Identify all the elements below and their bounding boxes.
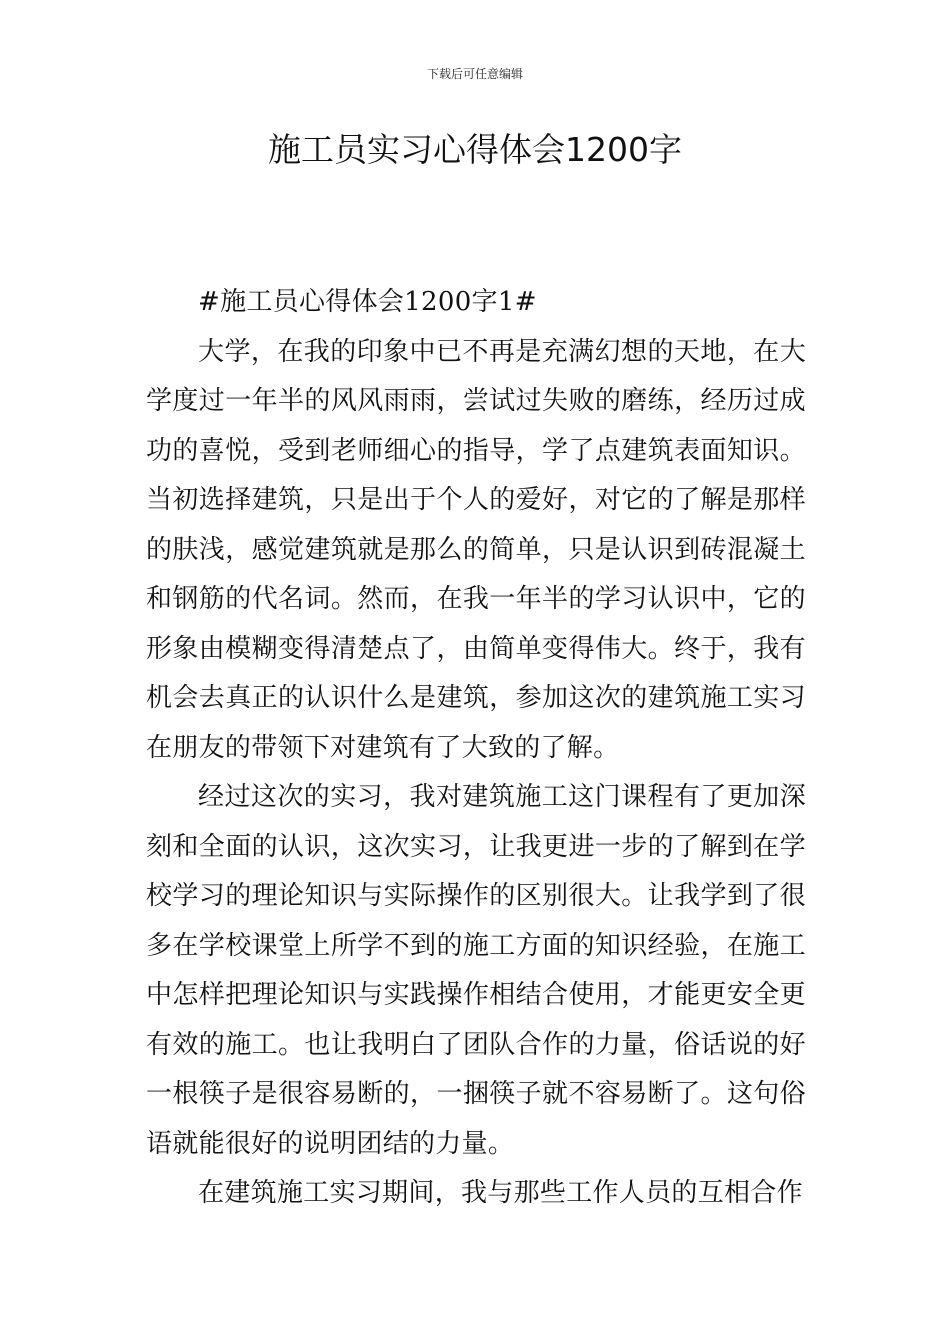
document-title: 施工员实习心得体会1200字 [268,130,682,169]
header-note: 下载后可任意编辑 [426,67,523,81]
document-body [146,278,806,1219]
paragraph: 经过这次的实习，我对建筑施工这门课程有了更加深刻和全面的认识，这次实习，让我更进一步的了解到在学校学习的理论知识与实际操作的区别很大。让我学到了很多在学校课堂上所学不到的施工方面的知识经验，在施工中怎样把理论知识与实践操作相结合使用，才能更安全更有效的施工。也让我明白了团队合作的力量，俗话说的好一根筷子是很容易断的，一捆筷子就不容易断了。这句俗语就能很好的说明团结的力量。 [146,782,806,1159]
paragraph: 大学，在我的印象中已不再是充满幻想的天地，在大学度过一年半的风风雨雨，尝试过失败的磨练，经历过成功的喜悦，受到老师细心的指导，学了点建筑表面知识。当初选择建筑，只是出于个人的爱好，对它的了解是那样的肤浅，感觉建筑就是那么的简单，只是认识到砖混凝土和钢筋的代名词。然而，在我一年半的学习认识中，它的形象由模糊变得清楚点了，由简单变得伟大。终于，我有机会去真正的认识什么是建筑，参加这次的建筑施工实习在朋友的带领下对建筑有了大致的了解。 [146,336,806,763]
section-heading: #施工员心得体会1200字1# [198,287,537,317]
paragraph: 在建筑施工实习期间，我与那些工作人员的互相合作 [198,1178,803,1208]
